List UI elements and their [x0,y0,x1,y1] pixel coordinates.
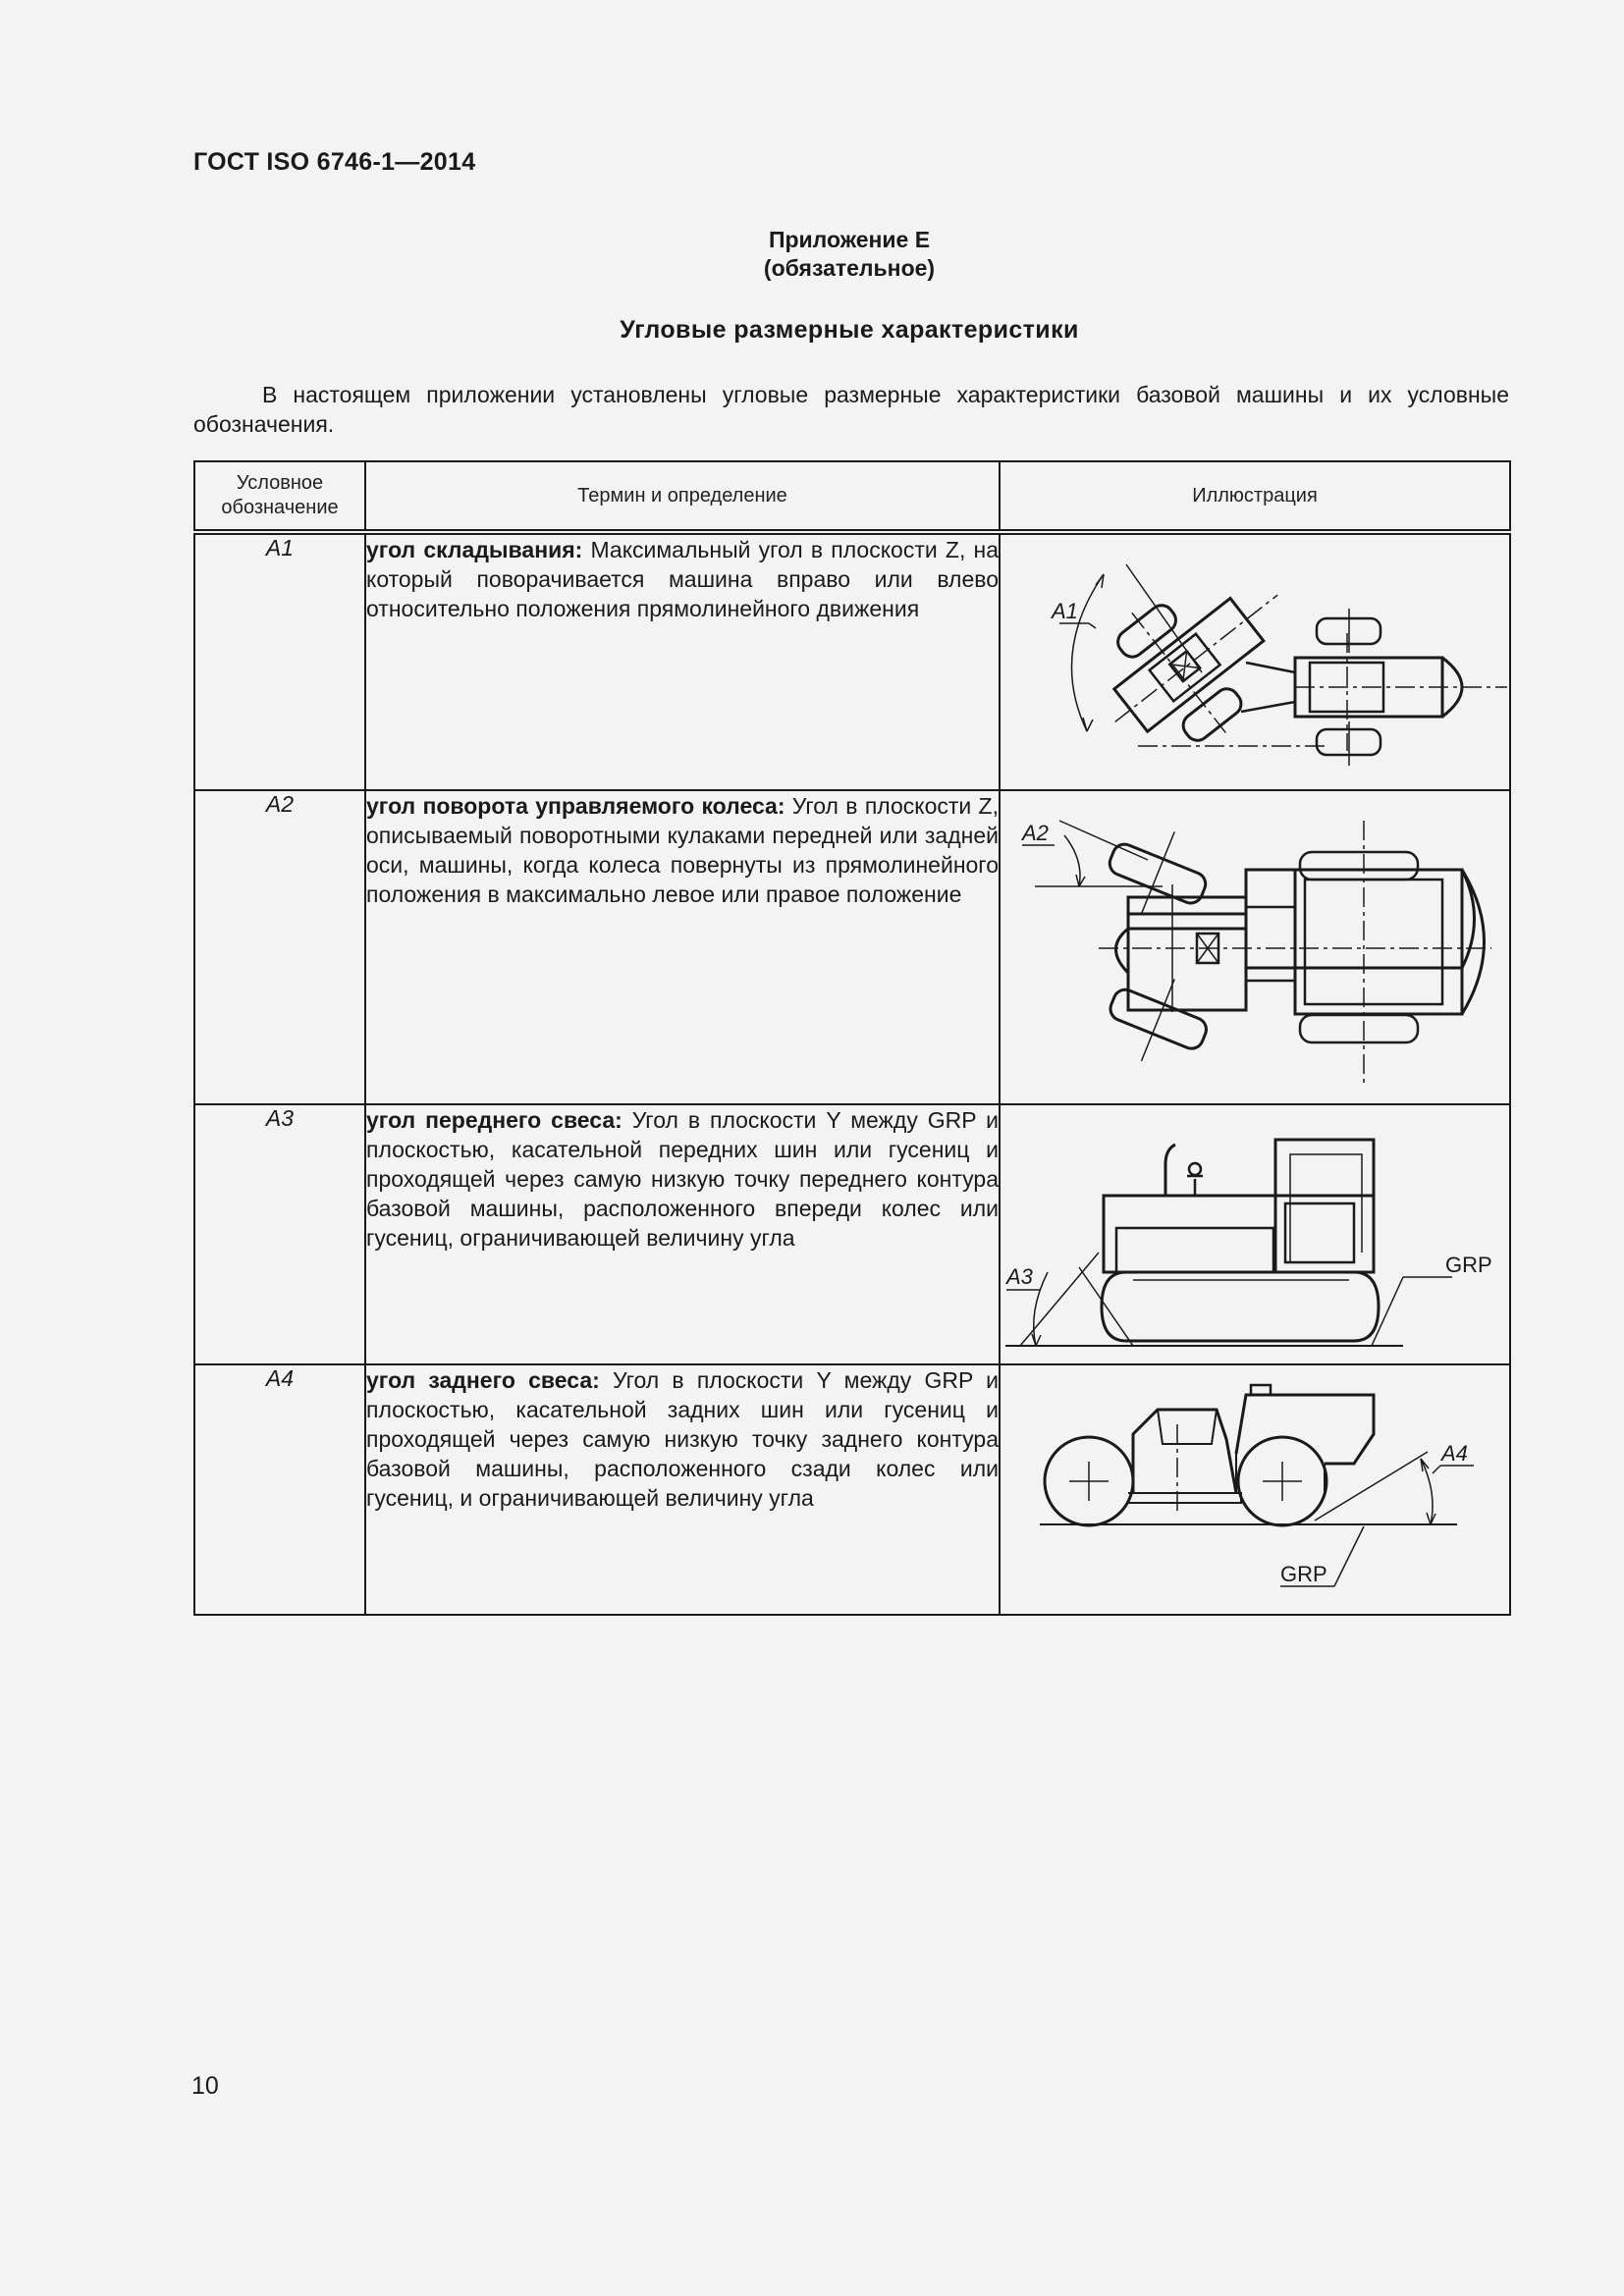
figure-label: A4 [1441,1441,1468,1466]
steering-angle-figure [1001,791,1507,1101]
figure-label: A3 [1006,1264,1033,1289]
term-name: угол складывания: [366,537,583,562]
header-illustration: Иллюстрация [1000,461,1510,532]
row-symbol: A1 [194,532,365,790]
term-definition: Максимальный угол в плоскости Z, на который поворачивается машина вправо или влево относительно положения прямолинейного движения [366,537,1000,621]
illustration-cell [1000,1364,1510,1615]
table-row [194,790,1510,1104]
annex-title: Приложение Е [768,227,931,252]
figure-label: A1 [1052,599,1078,623]
illustration-cell [1000,790,1510,1104]
term-definition: Угол в плоскости Z, описываемый поворотными кулаками передней или задней оси, машины, когда колеса повернуты из прямолинейного положения в максимально левое или правое положение [366,793,999,907]
row-symbol: A2 [194,790,365,1104]
table-header-row [194,461,1510,532]
row-term [365,1104,1000,1364]
table-row [194,1364,1510,1615]
annex-heading [0,226,1624,283]
term-name: угол поворота управляемого колеса: [366,793,785,819]
term-definition: Угол в плоскости Y между GRP и плоскостью, касательной задних шин или гусениц и проходящей через самую низкую точку заднего контура базовой машины, расположенного сзади колес или гусениц, и ограничивающей величину угла [366,1367,1000,1511]
term-name: угол переднего свеса: [366,1107,623,1133]
table-row [194,532,1510,790]
grp-label: GRP [1280,1562,1327,1586]
term-name: угол заднего свеса: [366,1367,600,1393]
illustration-cell [1000,1104,1510,1364]
angles-table [193,460,1511,1616]
header-term: Термин и определение [365,461,1000,532]
articulation-angle-figure [1001,535,1507,789]
term-definition: Угол в плоскости Y между GRP и плоскостью, касательной передних шин или гусениц и проходящей через самую низкую точку переднего контура базовой машины, расположенного впереди колес или гусениц, ограничивающей величину угла [366,1107,999,1251]
front-overhang-figure [1001,1105,1507,1362]
document-code: ГОСТ ISO 6746-1—2014 [193,148,476,176]
grp-label: GRP [1445,1253,1492,1277]
intro-paragraph: В настоящем приложении установлены угловые размерные характеристики базовой машины и их условные обозначения. [193,382,1509,437]
row-term [365,532,1000,790]
annex-status: (обязательное) [763,255,936,281]
figure-label: A2 [1022,821,1049,845]
header-symbol: Условное обозначение [194,461,365,532]
row-term [365,1364,1000,1615]
row-term [365,790,1000,1104]
row-symbol: A3 [194,1104,365,1364]
row-symbol: A4 [194,1364,365,1615]
illustration-cell [1000,532,1510,790]
page-number: 10 [191,2072,219,2100]
rear-overhang-figure [1001,1365,1507,1612]
section-title: Угловые размерные характеристики [620,316,1079,344]
table-row [194,1104,1510,1364]
